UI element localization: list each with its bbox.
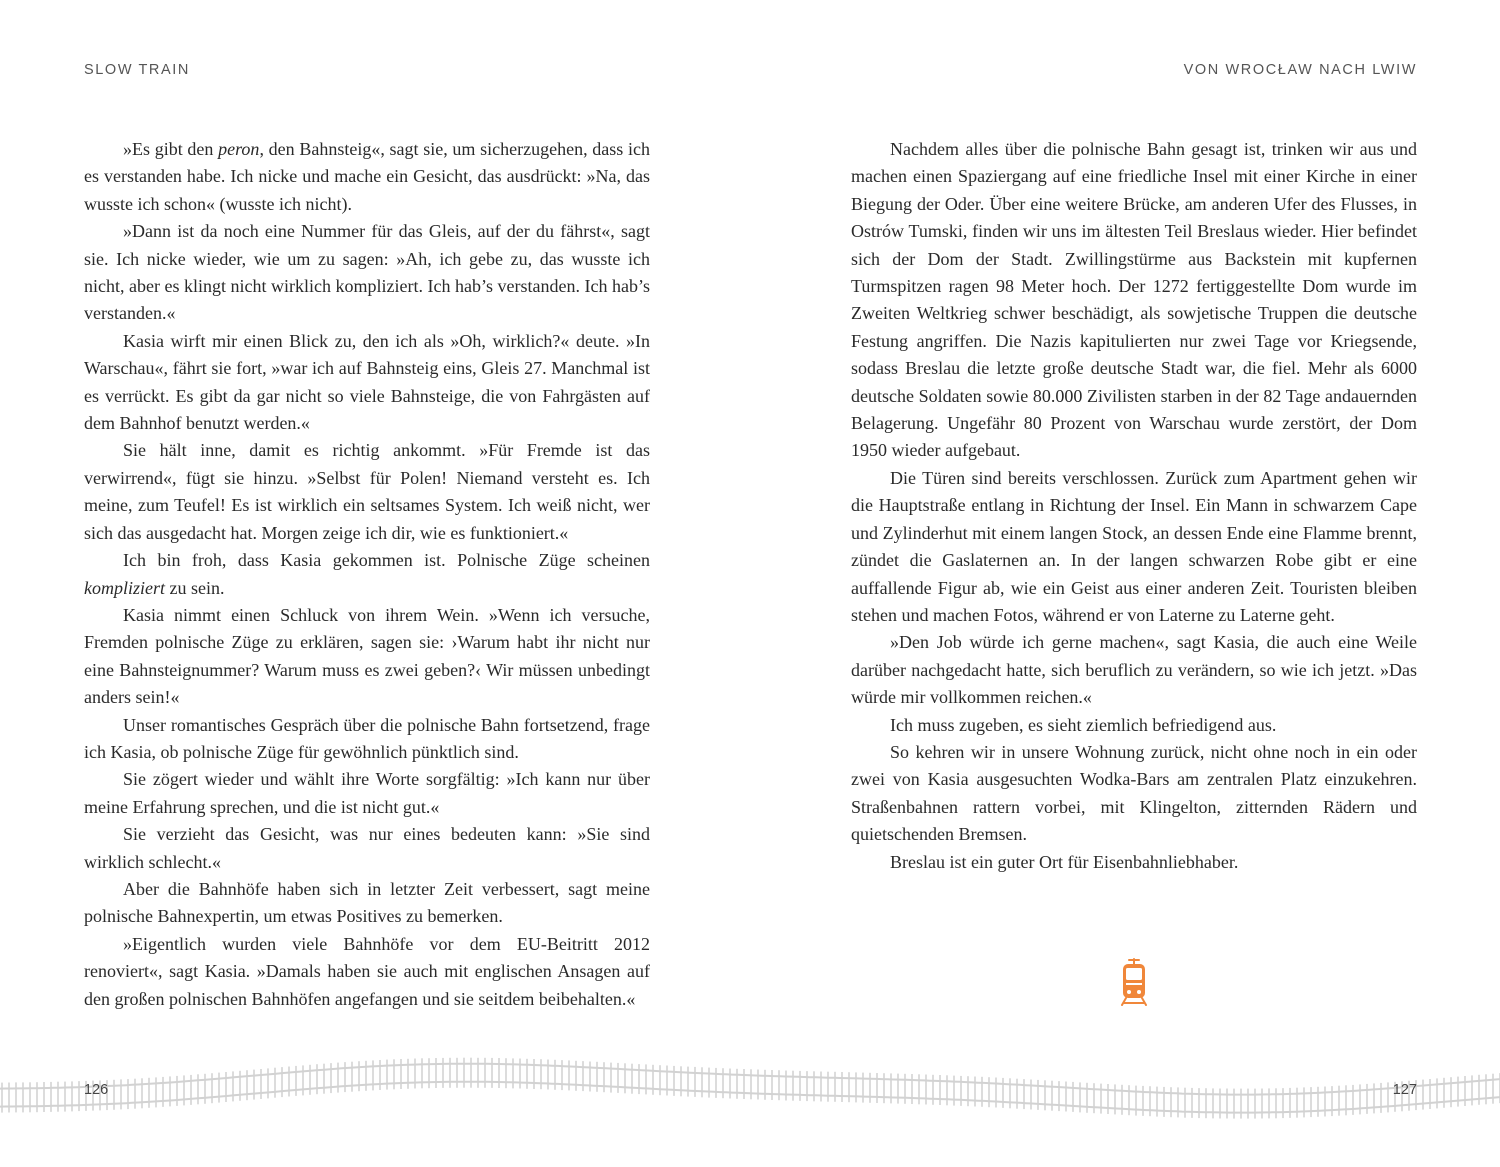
paragraph: Aber die Bahnhöfe haben sich in letzter Zeit verbessert, sagt meine polnische Bahnexpertin, um etwas Positives zu bemerken.: [84, 878, 650, 927]
right-page-text: [851, 136, 1417, 876]
paragraph: Nachdem alles über die polnische Bahn gesagt ist, trinken wir aus und machen einen Spaziergang auf eine friedliche Insel mit einer Kirche in einer Biegung der Oder. Über eine weitere Brücke, am anderen Ufer des Flusses, in Ostrów Tumski, finden wir uns im ältesten Teil Breslaus wieder. Hier befindet sich der Dom der Stadt. Zwillingstürme aus Backstein mit kupfernen Turmspitzen ragen 98 Meter hoch. Der 1272 fertiggestellte Dom wurde im Zweiten Weltkrieg schwer beschädigt, als sowjetische Truppen die deutsche Festung angriffen. Die Nazis kapitulierten nur zwei Tage vor Kriegsende, sodass Breslau die letzte große deutsche Stadt war, die fiel. Mehr als 6000 deutsche Soldaten sowie 80.000 Zivilisten starben in der 82 Tage andauernden Belagerung. Ungefähr 80 Prozent von Warschau wurde zerstört, der Dom 1950 wieder aufgebaut.: [851, 139, 1417, 461]
paragraph: Ich muss zugeben, es sieht ziemlich befriedigend aus.: [890, 714, 1277, 735]
paragraph: Ich bin froh, dass Kasia gekommen ist. Polnische Züge scheinen kompliziert zu sein.: [84, 550, 650, 598]
running-head-left: SLOW TRAIN: [84, 62, 190, 78]
paragraph: Unser romantisches Gespräch über die polnische Bahn fortsetzend, frage ich Kasia, ob polnische Züge für gewöhnlich pünktlich sind.: [84, 714, 650, 762]
paragraph: Sie verzieht das Gesicht, was nur eines bedeuten kann: »Sie sind wirklich schlecht.«: [84, 824, 650, 872]
paragraph: Die Türen sind bereits verschlossen. Zurück zum Apartment gehen wir die Hauptstraße entlang in Richtung der Insel. Ein Mann in schwarzem Cape und Zylinderhut mit einem langen Stock, an dessen Ende eine Flamme brennt, zündet die Gaslaternen an. In der langen schwarzen Robe gibt er eine auffallende Figur ab, wie ein Geist aus einer anderen Zeit. Touristen bleiben stehen und machen Fotos, während er von Laterne zu Laterne geht.: [851, 467, 1417, 625]
paragraph: Breslau ist ein guter Ort für Eisenbahnliebhaber.: [890, 851, 1239, 872]
paragraph: Kasia wirft mir einen Blick zu, den ich als »Oh, wirklich?« deute. »In Warschau«, fährt sie fort, »war ich auf Bahnsteig eins, Gleis 27. Manchmal ist es verrückt. Es gibt da gar nicht so viele Bahnsteige, die von Fahrgästen auf dem Bahnhof benutzt werden.«: [84, 330, 650, 434]
page-number-right: 127: [1392, 1082, 1417, 1098]
railway-tracks-decoration: [0, 1040, 1500, 1140]
paragraph: »Den Job würde ich gerne machen«, sagt Kasia, die auch eine Weile darüber nachgedacht hatte, sich beruflich zu verändern, so wie ich jetzt. »Das würde mir vollkommen reichen.«: [851, 632, 1417, 708]
running-head-right: VON WROCŁAW NACH LWIW: [1183, 62, 1417, 78]
paragraph: Sie hält inne, damit es richtig ankommt. »Für Fremde ist das verwirrend«, fügt sie hinzu. »Selbst für Polen! Niemand versteht es. Ich meine, zum Teufel! Es ist wirklich ein seltsames System. Ich weiß nicht, wer sich das ausgedacht hat. Morgen zeige ich dir, wie es funktioniert.«: [84, 440, 650, 543]
paragraph: So kehren wir in unsere Wohnung zurück, nicht ohne noch in ein oder zwei von Kasia ausgesuchten Wodka-Bars am zentralen Platz einzukehren. Straßenbahnen rattern vorbei, mit Klingelton, zitternden Rädern und quietschenden Bremsen.: [851, 741, 1417, 845]
paragraph: »Es gibt den peron, den Bahnsteig«, sagt sie, um sicherzugehen, dass ich es verstanden habe. Ich nicke und mache ein Gesicht, das ausdrückt: »Na, das wusste ich schon« (wusste ich nicht).: [84, 139, 650, 214]
paragraph: Sie zögert wieder und wählt ihre Worte sorgfältig: »Ich kann nur über meine Erfahrung sprechen, und die ist nicht gut.«: [84, 769, 650, 817]
left-page-text: [84, 136, 650, 1013]
tram-icon: [1120, 958, 1148, 1006]
paragraph: Kasia nimmt einen Schluck von ihrem Wein. »Wenn ich versuche, Fremden polnische Züge zu erklären, sagen sie: ›Warum habt ihr nicht nur eine Bahnsteignummer? Warum muss es zwei geben?‹ Wir müssen unbedingt anders sein!«: [84, 604, 650, 708]
page-number-left: 126: [84, 1082, 109, 1098]
paragraph: »Dann ist da noch eine Nummer für das Gleis, auf der du fährst«, sagt sie. Ich nicke wieder, wie um zu sagen: »Ah, ich gebe zu, das wusste ich nicht, aber es klingt nicht wirklich kompliziert. Ich hab’s verstanden. Ich hab’s verstanden.«: [84, 221, 650, 324]
paragraph: »Eigentlich wurden viele Bahnhöfe vor dem EU-Beitritt 2012 renoviert«, sagt Kasia. »Damals haben sie auch mit englischen Ansagen auf den großen polnischen Bahnhöfen angefangen und sie seitdem beibehalten.«: [84, 933, 650, 1009]
